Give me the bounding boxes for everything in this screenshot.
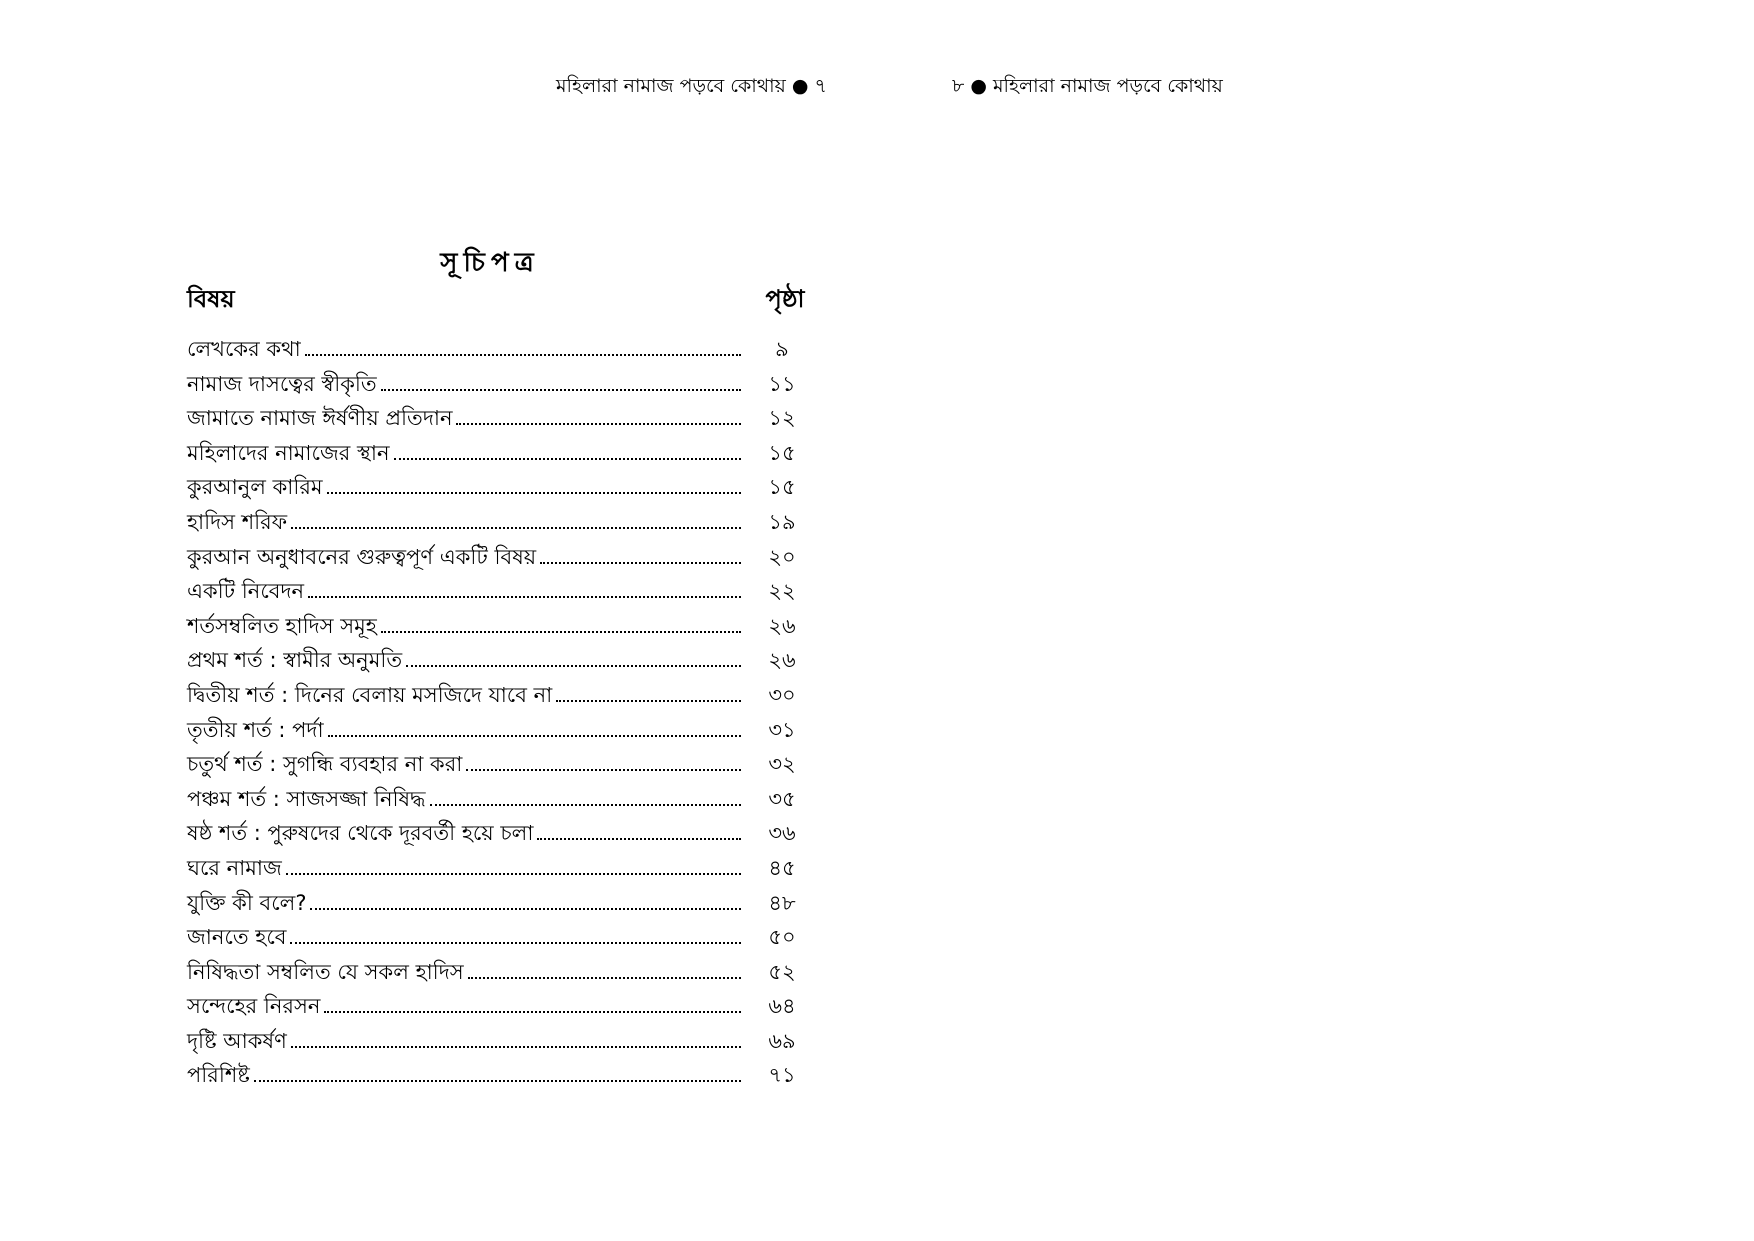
- toc-entry: [187, 920, 807, 955]
- toc-entry-page-number: ৩১: [768, 717, 796, 742]
- toc-entry-label: দৃষ্টি আকর্ষণ: [187, 1028, 287, 1053]
- toc-entry: [187, 1024, 807, 1059]
- toc-entry-label: একটি নিবেদন: [187, 579, 305, 604]
- dot-leader: [328, 735, 741, 737]
- toc-entry-label: পঞ্চম শর্ত : সাজসজ্জা নিষিদ্ধ: [187, 786, 426, 811]
- toc-entry-label: নিষিদ্ধতা সম্বলিত যে সকল হাদিস: [187, 959, 464, 984]
- dot-leader: [537, 838, 741, 840]
- toc-entry: [187, 1058, 807, 1093]
- dot-leader: [468, 977, 741, 979]
- toc-entry: [187, 401, 807, 436]
- toc-entry-label: ঘরে নামাজ: [187, 855, 282, 880]
- toc-entry: [187, 713, 807, 748]
- toc-entry-page-number: ২০: [768, 544, 796, 569]
- toc-entry-page-number: ৩৬: [768, 821, 796, 846]
- toc-entry-label: তৃতীয় শর্ত : পর্দা: [187, 717, 324, 742]
- toc-entry: [187, 609, 807, 644]
- toc-entry-label: লেখকের কথা: [187, 337, 301, 361]
- toc-entry: [187, 955, 807, 990]
- toc-entry: [187, 678, 807, 713]
- toc-entry-label: দ্বিতীয় শর্ত : দিনের বেলায় মসজিদে যাবে না: [187, 682, 553, 707]
- toc-entry: [187, 886, 807, 921]
- dot-leader: [291, 527, 741, 529]
- dot-leader: [430, 804, 741, 806]
- dot-leader: [556, 700, 741, 702]
- toc-entry-page-number: ৬৪: [768, 994, 796, 1019]
- toc-entry: [187, 816, 807, 851]
- toc-entry-label: যুক্তি কী বলে?: [187, 890, 307, 915]
- dot-leader: [308, 596, 741, 598]
- dot-leader: [324, 1011, 741, 1013]
- toc-entry: [187, 747, 807, 782]
- toc-entry-page-number: ৩৫: [768, 786, 796, 811]
- toc-entry-label: ষষ্ঠ শর্ত : পুরুষদের থেকে দূরবর্তী হয়ে চলা: [187, 821, 534, 846]
- toc-entry-page-number: ১২: [768, 406, 796, 431]
- dot-leader: [254, 1080, 741, 1082]
- toc-entry: [187, 367, 807, 402]
- toc-entry: [187, 436, 807, 471]
- running-header-right: ৮ ● মহিলারা নামাজ পড়বে কোথায়: [952, 75, 1223, 97]
- dot-leader: [310, 908, 741, 910]
- dot-leader: [394, 458, 742, 460]
- toc-entry: [187, 540, 807, 575]
- toc-entry-label: জানতে হবে: [187, 925, 287, 950]
- toc-entry-page-number: ৬৯: [768, 1028, 796, 1053]
- toc-entry-label: কুরআনুল কারিম: [187, 475, 323, 500]
- toc-entry-label: নামাজ দাসত্বের স্বীকৃতি: [187, 371, 377, 396]
- toc-entry-label: কুরআন অনুধাবনের গুরুত্বপূর্ণ একটি বিষয়: [187, 544, 537, 569]
- toc-entry-page-number: ১৯: [768, 509, 796, 534]
- dot-leader: [327, 492, 741, 494]
- toc-entry: [187, 574, 807, 609]
- toc-entry-page-number: ৯: [775, 337, 789, 361]
- toc-entry: [187, 332, 807, 367]
- toc-entry-page-number: ৪৮: [768, 890, 796, 915]
- toc-entry-page-number: ৫২: [768, 959, 796, 984]
- toc-entry-label: জামাতে নামাজ ঈর্ষণীয় প্রতিদান: [187, 406, 453, 431]
- dot-leader: [381, 389, 741, 391]
- toc-entry: [187, 989, 807, 1024]
- toc-entry-page-number: ২২: [768, 579, 796, 604]
- toc-title: সূচিপত্র: [440, 248, 540, 278]
- dot-leader: [305, 354, 741, 356]
- running-header-left: মহিলারা নামাজ পড়বে কোথায় ● ৭: [556, 75, 827, 97]
- toc-entry-page-number: ৭১: [768, 1063, 796, 1088]
- dot-leader: [381, 631, 741, 633]
- toc-entry: [187, 470, 807, 505]
- dot-leader: [290, 942, 741, 944]
- toc-entry-label: হাদিস শরিফ: [187, 509, 288, 534]
- toc-entry: [187, 505, 807, 540]
- toc-entry-label: মহিলাদের নামাজের স্থান: [187, 440, 390, 465]
- subject-column-heading: বিষয়: [187, 285, 235, 313]
- toc-entry-page-number: ২৬: [768, 613, 796, 638]
- dot-leader: [406, 665, 741, 667]
- toc-entry-page-number: ১৫: [768, 475, 796, 500]
- toc-entry: [187, 782, 807, 817]
- toc-entry-page-number: ১৫: [768, 440, 796, 465]
- toc-entry-label: চতুর্থ শর্ত : সুগন্ধি ব্যবহার না করা: [187, 752, 463, 777]
- toc-entry: [187, 851, 807, 886]
- page-column-heading: পৃষ্ঠা: [765, 285, 805, 313]
- toc-entry-page-number: ৩০: [768, 682, 796, 707]
- toc-entry-page-number: ৪৫: [768, 855, 796, 880]
- dot-leader: [466, 769, 741, 771]
- toc-entry-label: সন্দেহের নিরসন: [187, 994, 321, 1019]
- toc-entry-label: পরিশিষ্ট: [187, 1063, 250, 1088]
- toc-entry-page-number: ৩২: [768, 752, 796, 777]
- toc-entry-label: শর্তসম্বলিত হাদিস সমূহ: [187, 613, 377, 638]
- toc-entry-page-number: ১১: [768, 371, 796, 396]
- toc-entry-page-number: ২৬: [768, 648, 796, 673]
- dot-leader: [540, 562, 741, 564]
- toc-list: [187, 332, 807, 1093]
- toc-entry: [187, 643, 807, 678]
- dot-leader: [286, 873, 741, 875]
- dot-leader: [291, 1046, 741, 1048]
- dot-leader: [456, 423, 741, 425]
- toc-entry-label: প্রথম শর্ত : স্বামীর অনুমতি: [187, 648, 403, 673]
- toc-entry-page-number: ৫০: [768, 925, 796, 950]
